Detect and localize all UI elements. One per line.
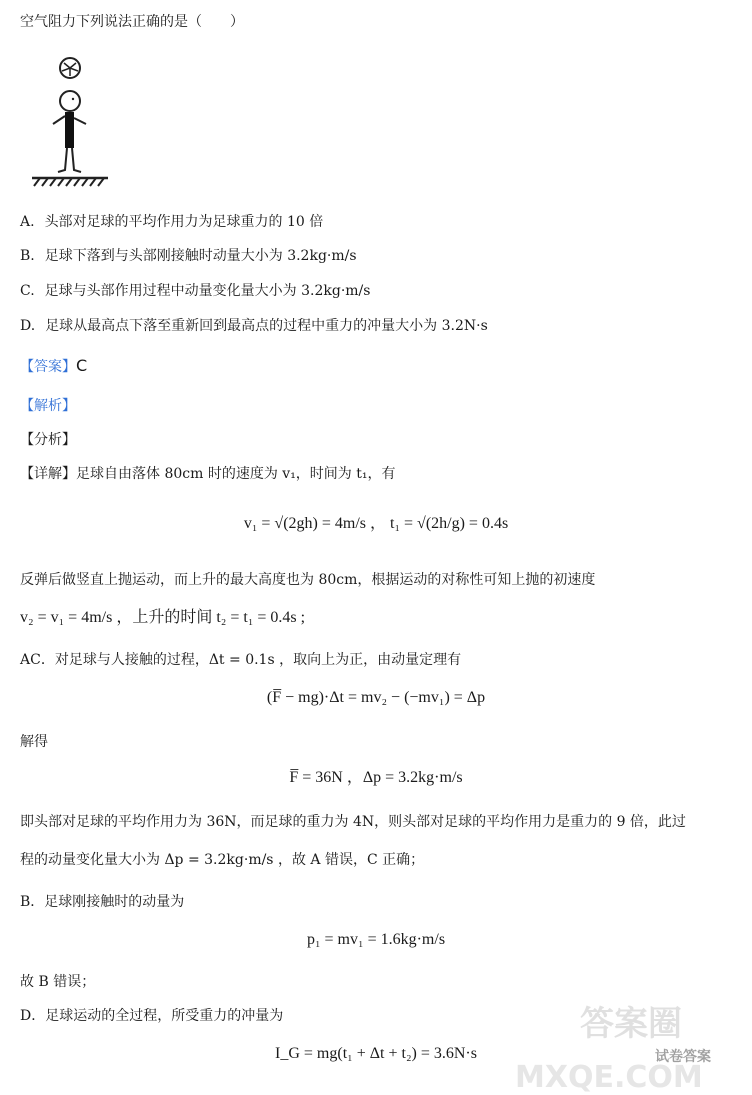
detail-line-7: 程的动量变化量大小为 Δp = 3.2kg·m/s ，故 A 错误，C 正确； xyxy=(20,852,425,868)
watermark-site: MXQE.COM xyxy=(515,1060,703,1095)
equation-1: v₁ = √(2gh) = 4m/s ， t₁ = √(2h/g) = 0.4s xyxy=(243,515,509,532)
option-b: B. 足球下落到与头部刚接触时动量大小为 3.2kg·m/s xyxy=(20,248,357,264)
option-c: C. 足球与头部作用过程中动量变化量大小为 3.2kg·m/s xyxy=(20,283,371,299)
watermark-caption: 试卷答案 xyxy=(655,1049,711,1065)
heading-ball-figure xyxy=(28,54,118,194)
option-d: D. 足球从最高点下落至重新回到最高点的过程中重力的冲量大小为 3.2N·s xyxy=(20,318,488,334)
question-stem: 空气阻力下列说法正确的是（ ） xyxy=(20,14,244,30)
fenxi-tag: 【分析】 xyxy=(20,432,76,448)
detail-line-1: 【详解】足球自由落体 80cm 时的速度为 v₁，时间为 t₁，有 xyxy=(20,466,396,482)
answer-tag: 【答案】 xyxy=(20,359,76,375)
answer-line xyxy=(20,356,87,377)
detail-line-5: 解得 xyxy=(20,734,48,750)
option-a: A. 头部对足球的平均作用力为足球重力的 10 倍 xyxy=(20,214,324,230)
detail-line-4: AC．对足球与人接触的过程，Δt = 0.1s ，取向上为正，由动量定理有 xyxy=(20,652,462,668)
person-figure xyxy=(53,91,86,172)
detail-line-2: 反弹后做竖直上抛运动，而上升的最大高度也为 80cm，根据运动的对称性可知上抛的初速度 xyxy=(20,572,596,588)
equation-2: (F̅ − mg)·Δt = mv₂ − (−mv₁) = Δp xyxy=(266,689,486,706)
soccer-ball-icon xyxy=(60,58,80,78)
detail-tag: 【详解】 xyxy=(20,466,76,482)
equation-4: p₁ = mv₁ = 1.6kg·m/s xyxy=(306,931,446,948)
ground-hatch xyxy=(32,178,108,186)
detail-line-3: v₂ = v₁ = 4m/s ，上升的时间 t₂ = t₁ = 0.4s ; xyxy=(20,609,306,626)
analysis-tag: 【解析】 xyxy=(20,398,76,414)
detail-line-9: 故 B 错误； xyxy=(20,974,96,990)
detail-line-10: D．足球运动的全过程，所受重力的冲量为 xyxy=(20,1008,284,1024)
detail-line-6: 即头部对足球的平均作用力为 36N，而足球的重力为 4N，则头部对足球的平均作用力是重力的 9 倍，此过 xyxy=(20,814,686,830)
equation-3: F̅ = 36N ，Δp = 3.2kg·m/s xyxy=(289,769,463,786)
detail-line-8: B．足球刚接触时的动量为 xyxy=(20,894,185,910)
answer-value: C xyxy=(76,356,88,375)
equation-5: I_G = mg(t₁ + Δt + t₂) = 3.6N·s xyxy=(275,1045,477,1062)
watermark-logo: 答案圈 xyxy=(580,1004,682,1044)
